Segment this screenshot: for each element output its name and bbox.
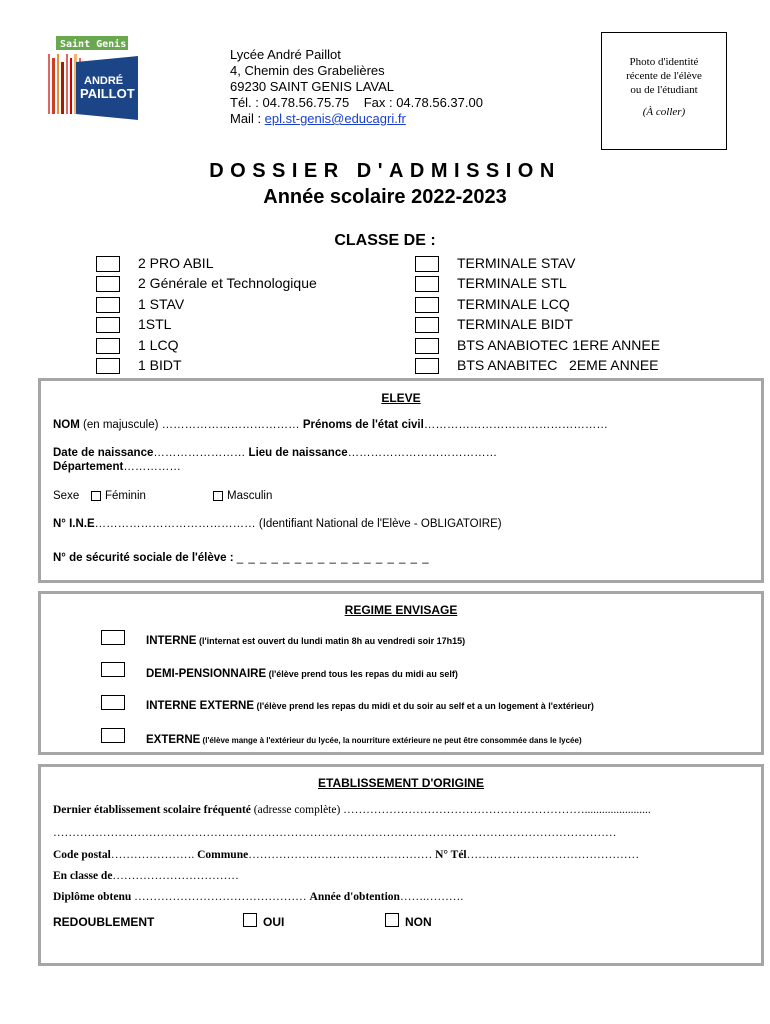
redoublement-non-option[interactable]: NON	[385, 913, 432, 929]
checkbox[interactable]	[385, 913, 399, 927]
classe-option[interactable]: 2 Générale et Technologique	[96, 273, 396, 293]
sexe-label: Sexe	[53, 490, 80, 502]
naissance-field[interactable]: Date de naissance…………………… Lieu de naissance…………………………………	[53, 447, 498, 459]
photo-line2: récente de l'élève	[626, 70, 702, 82]
checkbox[interactable]	[213, 491, 223, 501]
departement-field[interactable]: Département……………	[53, 461, 181, 473]
regime-checkbox[interactable]	[101, 630, 125, 645]
checkbox[interactable]	[96, 317, 120, 333]
redoublement-oui-option[interactable]: OUI	[243, 913, 284, 929]
classe-origine-field[interactable]: En classe de……………………………	[53, 870, 239, 882]
classe-option[interactable]: 2 PRO ABIL	[96, 253, 396, 273]
cp-commune-tel-field[interactable]: Code postal…………………. Commune………………………………………… N° Tél………………………………………	[53, 849, 640, 861]
regime-option[interactable]: EXTERNE (l'élève mange à l'extérieur du lycée, la nourriture extérieure ne peut être consommée dans le lycée)	[146, 734, 582, 746]
mail-link[interactable]: epl.st-genis@educagri.fr	[264, 111, 406, 126]
page-title: DOSSIER D'ADMISSION	[209, 160, 561, 182]
regime-section	[38, 591, 764, 755]
classe-left-column	[96, 253, 396, 375]
adresse-line[interactable]: …………………………………………………………………………………………………………………………………	[53, 827, 617, 839]
dernier-etab-field[interactable]: Dernier établissement scolaire fréquenté (adresse complète) ……………………………………………………….......................	[53, 804, 651, 816]
redoublement-label: REDOUBLEMENT	[53, 915, 155, 929]
school-name: Lycée André Paillot	[230, 47, 341, 62]
checkbox[interactable]	[415, 338, 439, 354]
classe-option[interactable]: TERMINALE LCQ	[415, 294, 735, 314]
ine-field[interactable]: N° I.N.E…………………………………… (Identifiant National de l'Elève - OBLIGATOIRE)	[53, 518, 502, 530]
school-mail-line	[230, 111, 483, 127]
photo-line4: (À coller)	[642, 106, 686, 118]
school-address	[230, 47, 483, 127]
regime-option[interactable]: DEMI-PENSIONNAIRE (l'élève prend tous les repas du midi au self)	[146, 668, 458, 680]
checkbox[interactable]	[96, 338, 120, 354]
regime-checkbox[interactable]	[101, 662, 125, 677]
school-street: 4, Chemin des Grabelières	[230, 63, 385, 78]
nom-field[interactable]: NOM (en majuscule) ……………………………… Prénoms de l'état civil…………………………………………	[53, 419, 608, 431]
classe-option[interactable]: BTS ANABIOTEC 1ERE ANNEE	[415, 335, 735, 355]
checkbox[interactable]	[96, 297, 120, 313]
classe-option[interactable]: TERMINALE BIDT	[415, 314, 735, 334]
secu-field[interactable]: N° de sécurité sociale de l'élève : _ _ _ _ _ _ _ _ _ _ _ _ _ _ _ _ _	[53, 552, 430, 564]
regime-option[interactable]: INTERNE EXTERNE (l'élève prend les repas du midi et du soir au self et a un logement à l'extérieur)	[146, 700, 594, 712]
classe-option[interactable]: TERMINALE STL	[415, 273, 735, 293]
classe-option[interactable]: 1STL	[96, 314, 396, 334]
sexe-masculin-option[interactable]: Masculin	[213, 490, 272, 502]
origine-section	[38, 764, 764, 966]
origine-heading: ETABLISSEMENT D'ORIGINE	[318, 776, 484, 790]
diplome-field[interactable]: Diplôme obtenu ……………………………………… Année d'obtention…….……….	[53, 891, 464, 903]
checkbox[interactable]	[415, 358, 439, 374]
checkbox[interactable]	[91, 491, 101, 501]
regime-option[interactable]: INTERNE (l'internat est ouvert du lundi matin 8h au vendredi soir 17h15)	[146, 635, 466, 647]
photo-line3: ou de l'étudiant	[630, 84, 698, 96]
photo-line1: Photo d'identité	[629, 56, 699, 68]
classe-option[interactable]: BTS ANABITEC 2EME ANNEE	[415, 355, 735, 375]
photo-box	[601, 32, 727, 150]
eleve-heading: ELEVE	[381, 391, 421, 405]
checkbox[interactable]	[96, 276, 120, 292]
sexe-feminin-option[interactable]: Féminin	[91, 490, 146, 502]
checkbox[interactable]	[243, 913, 257, 927]
checkbox[interactable]	[415, 256, 439, 272]
classe-option[interactable]: TERMINALE STAV	[415, 253, 735, 273]
school-phone: Tél. : 04.78.56.75.75 Fax : 04.78.56.37.00	[230, 95, 483, 110]
classe-heading: CLASSE DE :	[334, 232, 436, 249]
regime-heading: REGIME ENVISAGE	[344, 603, 458, 617]
classe-option[interactable]: 1 BIDT	[96, 355, 396, 375]
classe-option[interactable]: 1 STAV	[96, 294, 396, 314]
eleve-section	[38, 378, 764, 583]
school-year: Année scolaire 2022-2023	[263, 186, 507, 208]
logo-top-text: Saint Genis Laval	[60, 39, 163, 50]
checkbox[interactable]	[96, 256, 120, 272]
checkbox[interactable]	[415, 297, 439, 313]
logo-line1: ANDRÉ	[84, 75, 124, 87]
classe-right-column	[415, 253, 735, 375]
lycee-logo	[46, 28, 163, 124]
classe-option[interactable]: 1 LCQ	[96, 335, 396, 355]
checkbox[interactable]	[415, 317, 439, 333]
mail-label: Mail :	[230, 111, 265, 126]
logo-line2: PAILLOT	[80, 86, 135, 101]
checkbox[interactable]	[96, 358, 120, 374]
regime-checkbox[interactable]	[101, 728, 125, 743]
checkbox[interactable]	[415, 276, 439, 292]
regime-checkbox[interactable]	[101, 695, 125, 710]
school-city: 69230 SAINT GENIS LAVAL	[230, 79, 395, 94]
